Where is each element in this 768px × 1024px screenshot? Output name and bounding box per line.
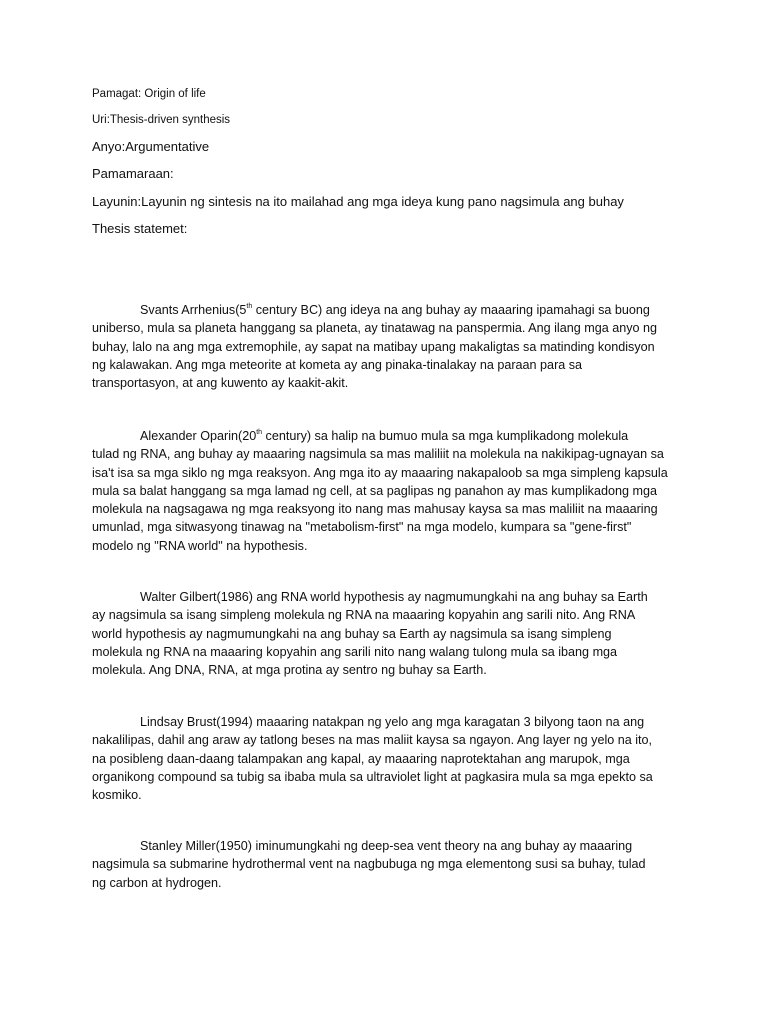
paragraph-line: transportasyon, at ang kuwento ay kaakit-akit. (92, 376, 349, 391)
paragraph-gilbert (92, 588, 677, 679)
paragraph-line: modelo ng "RNA world" na hypothesis. (92, 538, 308, 553)
paragraph-line: nagsimula sa submarine hydrothermal vent na nagbubuga ng mga elementong susi sa buhay, tulad (92, 857, 646, 872)
paragraph-line: mula sa balat hanggang sa mga lamad ng cell, at sa paglipas ng panahon ay mas kumplikadong mga (92, 483, 657, 498)
paragraph-line: molekula. Ang DNA, RNA, at mga protina ay sentro ng buhay sa Earth. (92, 663, 487, 678)
paragraph-line: na posibleng daan-daang talampakan ang kapal, ay maaaring naprotektahan ang marupok, mga (92, 751, 630, 766)
objective-field: Layunin:Layunin ng sintesis na ito mailahad ang mga ideya kung pano nagsimula ang buhay (92, 194, 624, 209)
paragraph-first-line: Svants Arrhenius(5th century BC) ang ideya na ang buhay ay maaaring ipamahagi sa buong (140, 303, 650, 317)
paragraph-line: ng carbon at hydrogen. (92, 875, 222, 890)
paragraph-miller (92, 837, 677, 892)
method-field: Pamamaraan: (92, 166, 174, 181)
paragraph-brust (92, 713, 677, 804)
paragraph-line: tulad ng RNA, ang buhay ay maaaring nagsimula sa mas maliliit na molekula na nakikipag-ugnayan sa (92, 447, 664, 462)
title-field: Pamagat: Origin of life (92, 88, 206, 100)
thesis-statement-field: Thesis statemet: (92, 221, 188, 236)
form-field: Anyo:Argumentative (92, 139, 210, 154)
paragraph-first-line: Lindsay Brust(1994) maaaring natakpan ng yelo ang mga karagatan 3 bilyong taon na ang (140, 715, 645, 729)
paragraph-line: nakalilipas, dahil ang araw ay tatlong beses na mas maliit kaysa sa ngayon. Ang layer ng yelo na ito, (92, 733, 653, 748)
paragraph-line: organikong compound sa tubig sa ibaba mula sa ultraviolet light at pagkasira mula sa mga epekto sa (92, 769, 653, 784)
paragraph-oparin (92, 427, 677, 555)
paragraph-line: world hypothesis ay nagmumungkahi na ang buhay sa Earth ay nagsimula sa isang simpleng (92, 626, 612, 641)
paragraph-line: uniberso, mula sa planeta hanggang sa planeta, ay tinatawag na panspermia. Ang ilang mga anyo ng (92, 321, 658, 336)
type-field: Uri:Thesis-driven synthesis (92, 114, 231, 126)
paragraph-line: molekula ng RNA na maaaring kopyahin ang sarili nito nang walang tulong mula sa ibang mga (92, 644, 618, 659)
paragraph-first-line: Stanley Miller(1950) iminumungkahi ng deep-sea vent theory na ang buhay ay maaaring (140, 839, 633, 853)
paragraph-line: isa't isa sa mga siklo ng mga reaksyon. Ang mga ito ay maaaring nakapaloob sa mga simpleng kapsula (92, 465, 668, 480)
paragraph-line: buhay, lalo na ang mga extremophile, ay sapat na matibay upang makaligtas sa matinding kondisyon (92, 339, 655, 354)
paragraph-first-line: Alexander Oparin(20th century) sa halip na bumuo mula sa mga kumplikadong molekula (140, 429, 629, 443)
paragraph-arrhenius (92, 301, 677, 392)
paragraph-line: umunlad, mga sitwasyong tinawag na "metabolism-first" na mga modelo, kumpara sa "gene-first" (92, 520, 632, 535)
paragraph-line: ay nagsimula sa isang simpleng molekula ng RNA na maaaring kopyahin ang sarili nito. Ang RNA (92, 608, 636, 623)
paragraph-first-line: Walter Gilbert(1986) ang RNA world hypothesis ay nagmumungkahi na ang buhay sa Earth (140, 590, 648, 604)
paragraph-line: ng kalawakan. Ang mga meteorite at kometa ay ang pinaka-tinalakay na paraan para sa (92, 357, 583, 372)
paragraph-line: kosmiko. (92, 788, 142, 803)
paragraph-line: molekula na nagsagawa ng mga reaksyong ito nang mas mahusay kaysa sa mas maliliit na maaaring (92, 502, 658, 517)
